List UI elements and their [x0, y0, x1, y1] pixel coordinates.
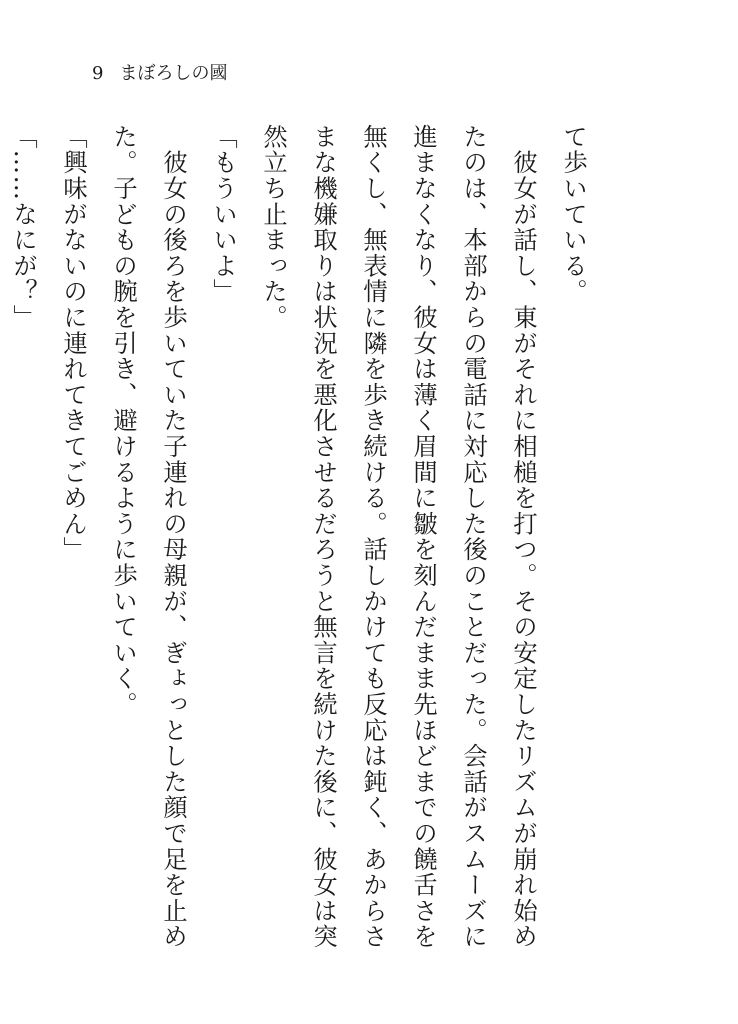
paragraph: 彼女の後ろを歩いていた子連れの母親が、ぎょっとした顔で足を止めた。子どもの腕を引き、避けるように歩いていく。: [109, 124, 188, 950]
running-header: [92, 62, 227, 86]
running-title: まぼろしの國: [119, 63, 228, 84]
dialogue-line: 「……なにが？」: [9, 124, 38, 331]
dialogue-line: 「興味がないのに連れてきてごめん」: [59, 124, 88, 563]
page-number: 9: [92, 63, 104, 84]
paragraph: 彼女が話し、東がそれに相槌を打つ。その安定したリズムが崩れ始めたのは、本部からの電話に対応した後のことだった。会話がスムーズに進まなくなり、彼女は薄く眉間に皺を刻んだまま先ほどまでの饒舌さを無くし、無表情に隣を歩き続ける。話しかけても反応は鈍く、あからさまな機嫌取りは状況を悪化させるだろうと無言を続けた後に、彼女は突然立ち止まった。: [259, 124, 538, 950]
dialogue-line: 「もういいよ」: [209, 124, 238, 305]
paragraph: て歩いている。: [559, 124, 588, 305]
vertical-body-text: [0, 124, 598, 954]
